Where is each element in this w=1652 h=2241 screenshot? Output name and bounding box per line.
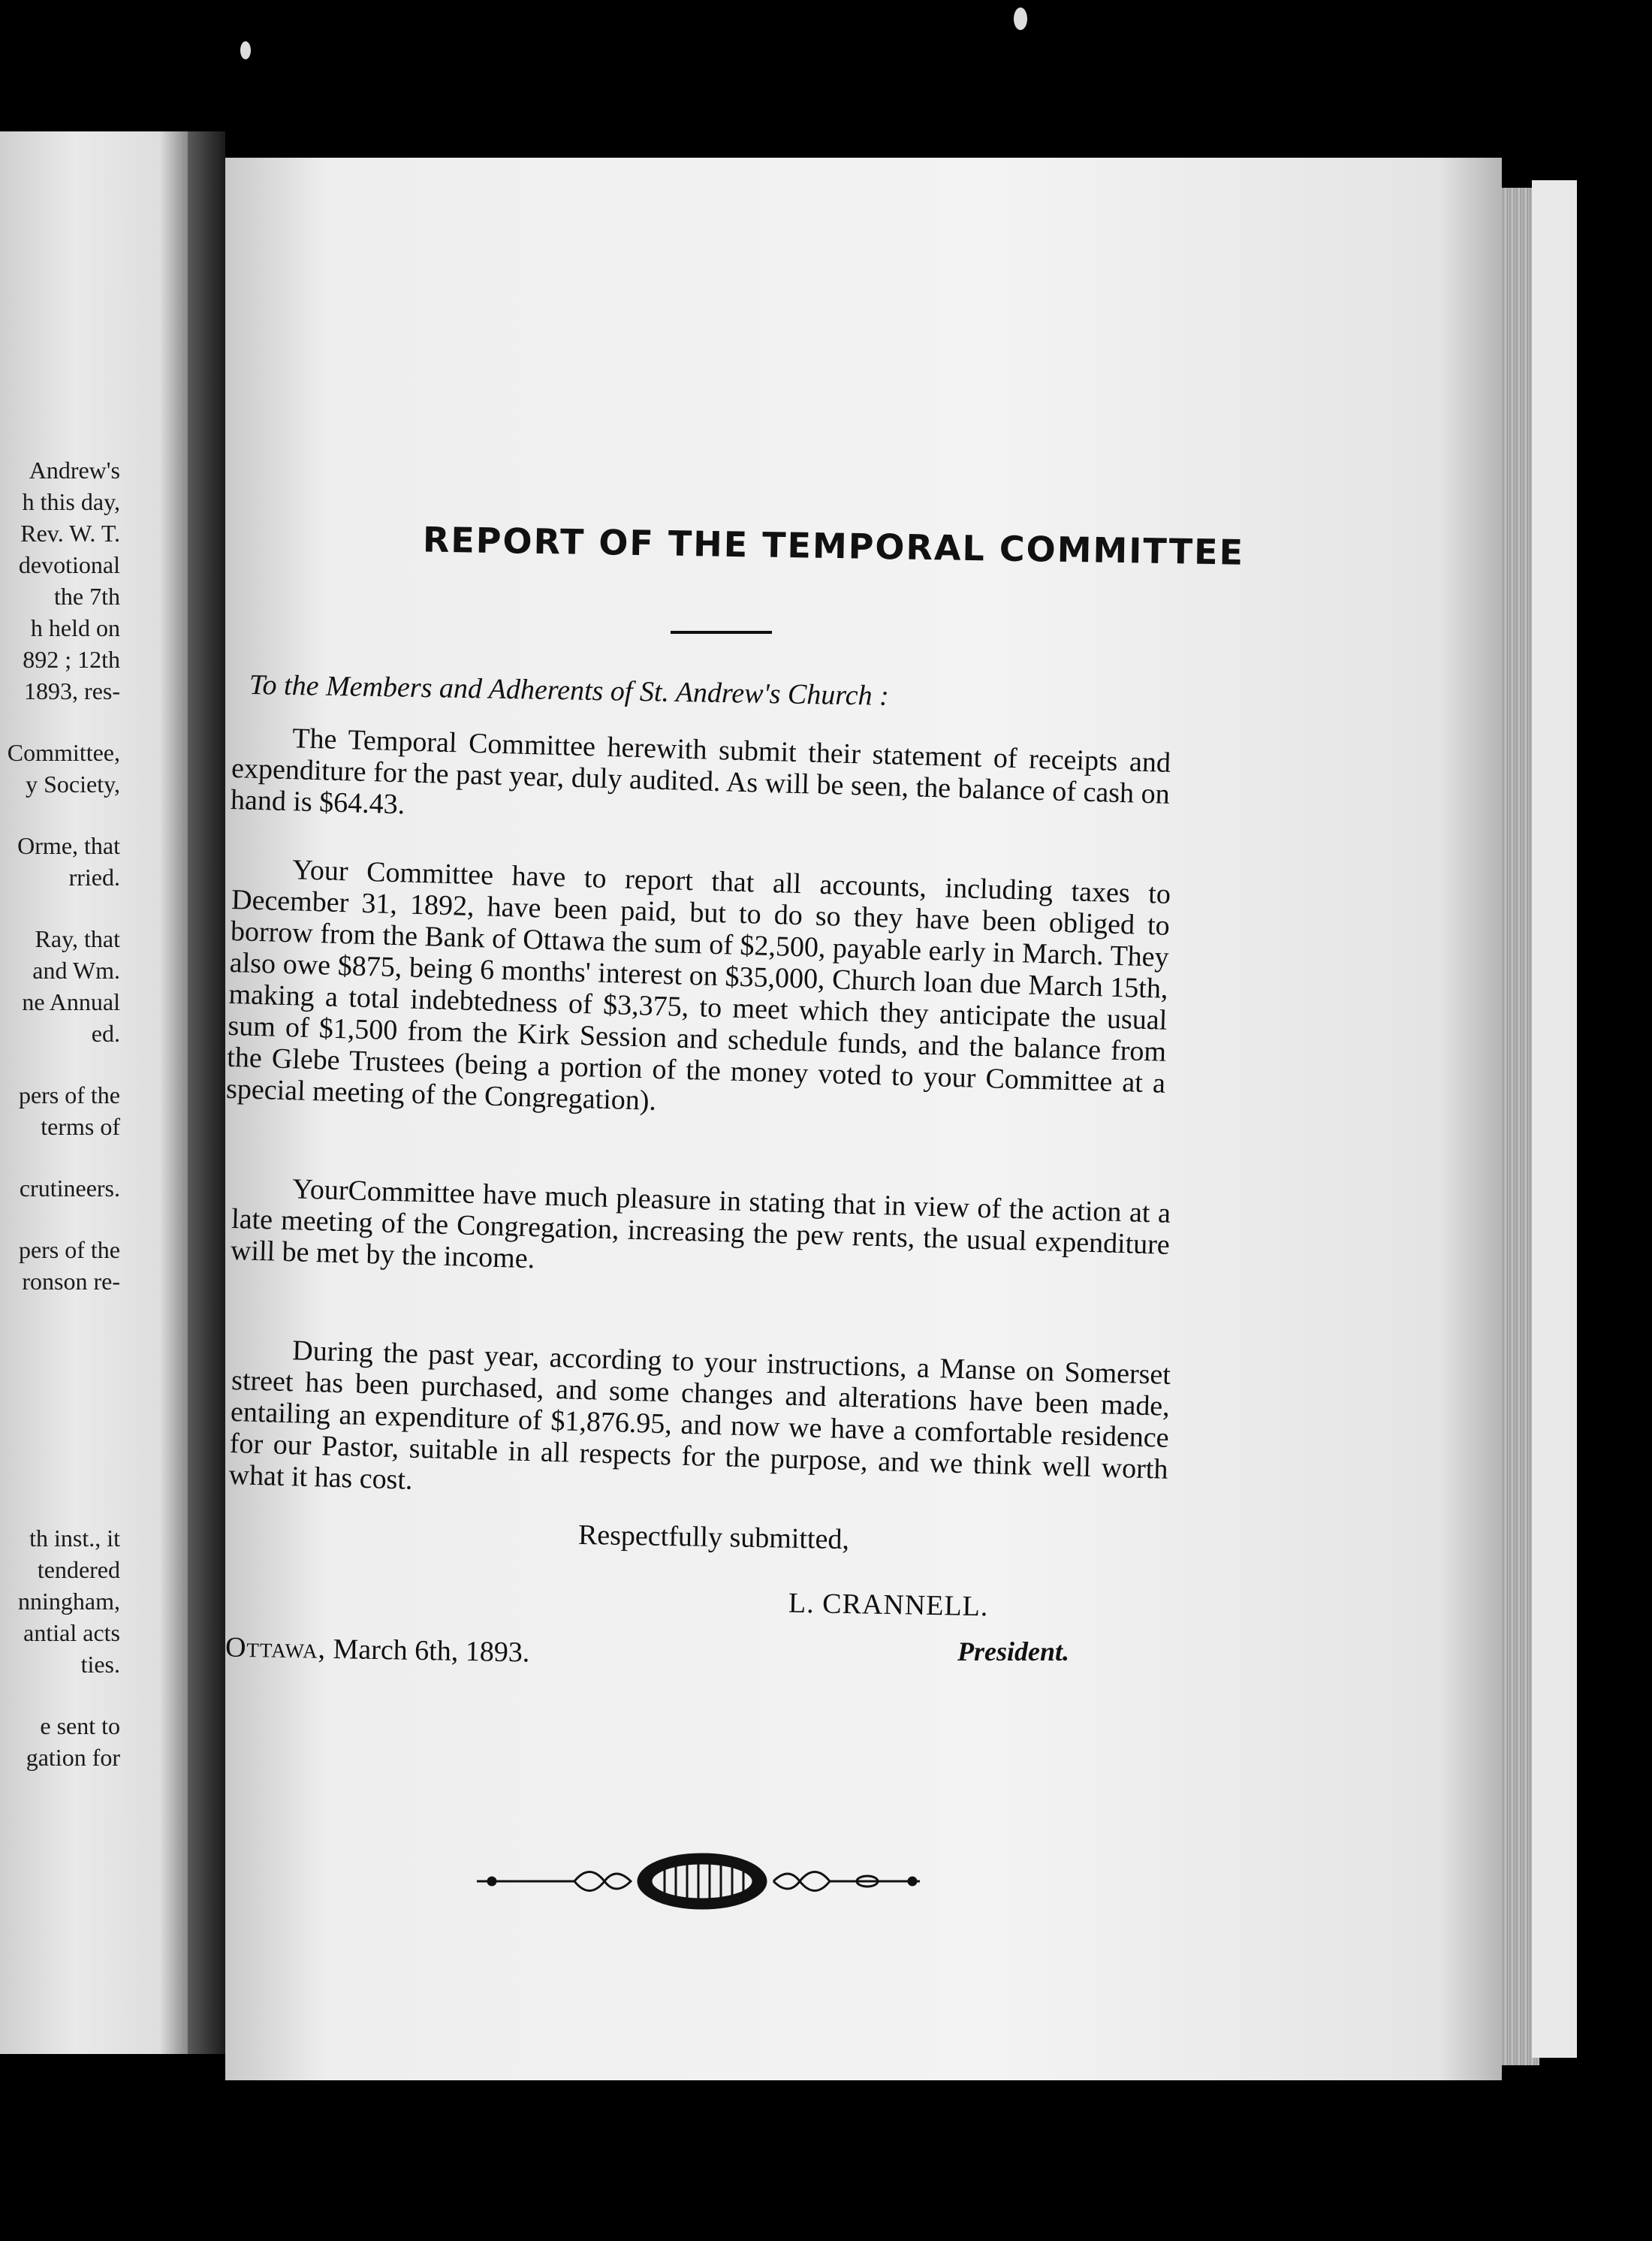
left-line: pers of the [18,1236,120,1263]
book-gutter [188,131,225,2054]
left-line: rried. [68,864,120,891]
paragraph: The Temporal Committee herewith submit their statement of receipts and expenditure for the past year, duly audited. As will be seen, the balance of cash on hand is $64.43. [230,722,1171,821]
left-line: antial acts [23,1619,120,1646]
left-line: Andrew's [29,457,120,484]
paragraph: During the past year, according to your instructions, a Manse on Somerset street has been purchased, and some changes and alterations have been made, entailing an expenditure of $1,876.95, and now we have a comfortable residence for our Pastor, suitable in all respects for the purpose, and we think well worth what it has cost. [228,1335,1171,1496]
left-line: crutineers. [19,1175,120,1202]
left-line: Rev. W. T. [20,520,120,547]
page-title: REPORT OF THE TEMPORAL COMMITTEE [422,519,1245,573]
paragraph: YourCommittee have much pleasure in stating that in view of the action at a late meeting of the Congregation, increasing the pew rents, the usual expenditure will be met by the income. [230,1173,1171,1275]
left-line: devotional [18,551,120,578]
left-line: 1893, res- [24,677,120,704]
left-line: h held on [30,614,120,641]
dust-speck [1014,8,1027,30]
salutation: To the Members and Adherents of St. Andrew's Church : [249,669,890,712]
left-line: nningham, [18,1588,120,1615]
left-page-text [8,454,120,1773]
left-line: y Society, [26,771,120,798]
left-facing-page [0,131,188,2054]
left-line: pers of the [18,1081,120,1108]
left-line: ronson re- [22,1268,120,1295]
left-line: 892 ; 12th [23,646,120,673]
left-line: e sent to [40,1712,120,1739]
left-line: h this day, [22,488,120,515]
book-edge [1532,180,1577,2058]
left-line: ties. [80,1651,120,1678]
ornament-icon [477,1847,927,1915]
closing-line: Respectfully submitted, [577,1519,850,1556]
left-line: ed. [91,1020,120,1047]
place: Ottawa, [225,1631,327,1665]
date: March 6th, 1893. [333,1633,530,1669]
left-line: Committee, [7,739,120,766]
left-line: gation for [26,1744,120,1771]
left-line: the 7th [54,583,120,610]
signer-title: President. [957,1636,1069,1666]
dust-speck [240,41,251,59]
left-line: tendered [37,1556,120,1583]
title-rule [671,631,772,634]
right-page [225,158,1502,2080]
place-date [225,1630,530,1669]
left-line: th inst., it [29,1525,120,1552]
signature-name: L. CRANNELL. [788,1587,989,1623]
left-line: and Wm. [32,957,120,984]
left-line: Orme, that [17,832,120,859]
left-line: Ray, that [35,925,120,952]
paragraph: Your Committee have to report that all accounts, including taxes to December 31, 1892, have been paid, but to do so they have been obliged to borrow from the Bank of Ottawa the sum of $2,500, payable early in March. They also owe $875, being 6 months' interest on $35,000, Church loan due March 15th, making a total indebtedness of $3,375, to meet which they anticipate the usual sum of $1,500 from the Kirk Session and schedule funds, and the balance from the Glebe Trustees (being a portion of the money voted to your Committee at a special meeting of the Congregation). [225,854,1171,1117]
left-line: ne Annual [22,988,120,1015]
left-line: terms of [41,1113,120,1140]
